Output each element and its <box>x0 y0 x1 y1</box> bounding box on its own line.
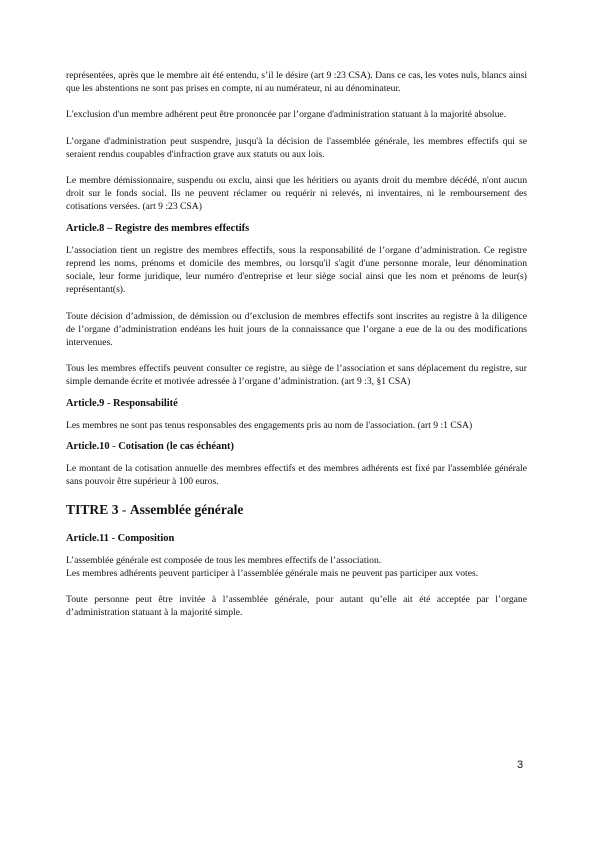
page-content <box>66 69 527 620</box>
paragraph-demission: Le membre démissionnaire, suspendu ou exclu, ainsi que les héritiers ou ayants droit du membre décédé, n'ont aucun droit sur le fonds social. Ils ne peuvent réclamer ou requérir ni relevés, ni inventaires, ni le remboursement des cotisations versées. (art 9 :23 CSA) <box>66 175 527 213</box>
paragraph-suspension: L’organe d'administration peut suspendre, jusqu'à la décision de l'assemblée générale, les membres effectifs qui se seraient rendus coupables d'infraction grave aux statuts ou aux lois. <box>66 135 527 160</box>
article-9-title: Responsabilité <box>113 397 178 409</box>
titre-3-number: TITRE 3 <box>66 501 119 517</box>
page-number: 3 <box>517 759 524 771</box>
article-11-paragraph-2: Toute personne peut être invitée à l’assemblée générale, pour autant qu’elle ait été acceptée par l’organe d’administration statuant à la majorité simple. <box>66 594 527 619</box>
article-8-paragraph-1: L’association tient un registre des membres effectifs, sous la responsabilité de l’organe d’administration. Ce registre reprend les noms, prénoms et domicile des membres, ou lorsqu'il s'agit d'une personne morale, leur dénomination sociale, leur forme juridique, leur numéro d'entreprise et leur siège social ainsi que les nom et prénoms de leur(s) représentant(s). <box>66 244 527 296</box>
article-11-separator: - <box>109 532 118 544</box>
article-9-paragraph-1: Les membres ne sont pas tenus responsables des engagements pris au nom de l'association. (art 9 :1 CSA) <box>66 419 473 431</box>
article-8-paragraph-2: Toute décision d’admission, de démission ou d’exclusion de membres effectifs sont inscrites au registre à la diligence de l’organe d’administration endéans les huit jours de la connaissance que l’organe a eue de la ou des modifications intervenues. <box>66 310 527 349</box>
titre-3-title: Assemblée générale <box>129 501 244 517</box>
article-10-separator: - <box>109 441 119 453</box>
article-9-separator: - <box>104 397 114 409</box>
article-9-heading <box>66 397 527 410</box>
titre-3-heading <box>66 502 527 518</box>
titre-3-separator: - <box>118 501 130 517</box>
article-10-paragraph-1: Le montant de la cotisation annuelle des membres effectifs et des membres adhérents est fixé par l'assemblée générale sans pouvoir être supérieur à 100 euros. <box>66 463 527 488</box>
paragraph-exclusion-votes: représentées, après que le membre ait été entendu, s’il le désire (art 9 :23 CSA). Dans ce cas, les votes nuls, blancs ainsi que les abstentions ne sont pas prises en compte, ni au numérateur, ni au dénominateur. <box>66 70 527 95</box>
article-9-number: Article.9 <box>66 397 105 409</box>
article-11-number: Article.11 <box>66 532 109 544</box>
article-11-paragraph-1a: L’assemblée générale est composée de tous les membres effectifs de l’association. <box>66 554 382 566</box>
article-11-title: Composition <box>117 532 175 544</box>
article-10-number: Article.10 <box>66 441 110 453</box>
article-8-heading: Article.8 – Registre des membres effectifs <box>66 222 250 234</box>
article-11-heading <box>66 532 527 545</box>
article-8-paragraph-3: Tous les membres effectifs peuvent consulter ce registre, au siège de l’association et sans déplacement du registre, sur simple demande écrite et motivée adressée à l’organe d’administration. (art 9 :3, §1 CSA) <box>66 363 527 388</box>
paragraph-exclusion-adherent: L'exclusion d'un membre adhérent peut être prononcée par l’organe d'administration statuant à la majorité absolue. <box>66 109 507 121</box>
article-10-title: Cotisation (le cas échéant) <box>118 441 234 453</box>
article-10-heading <box>66 440 527 453</box>
article-11-paragraph-1b: Les membres adhérents peuvent participer à l’assemblée générale mais ne peuvent pas participer aux votes. <box>66 568 479 580</box>
